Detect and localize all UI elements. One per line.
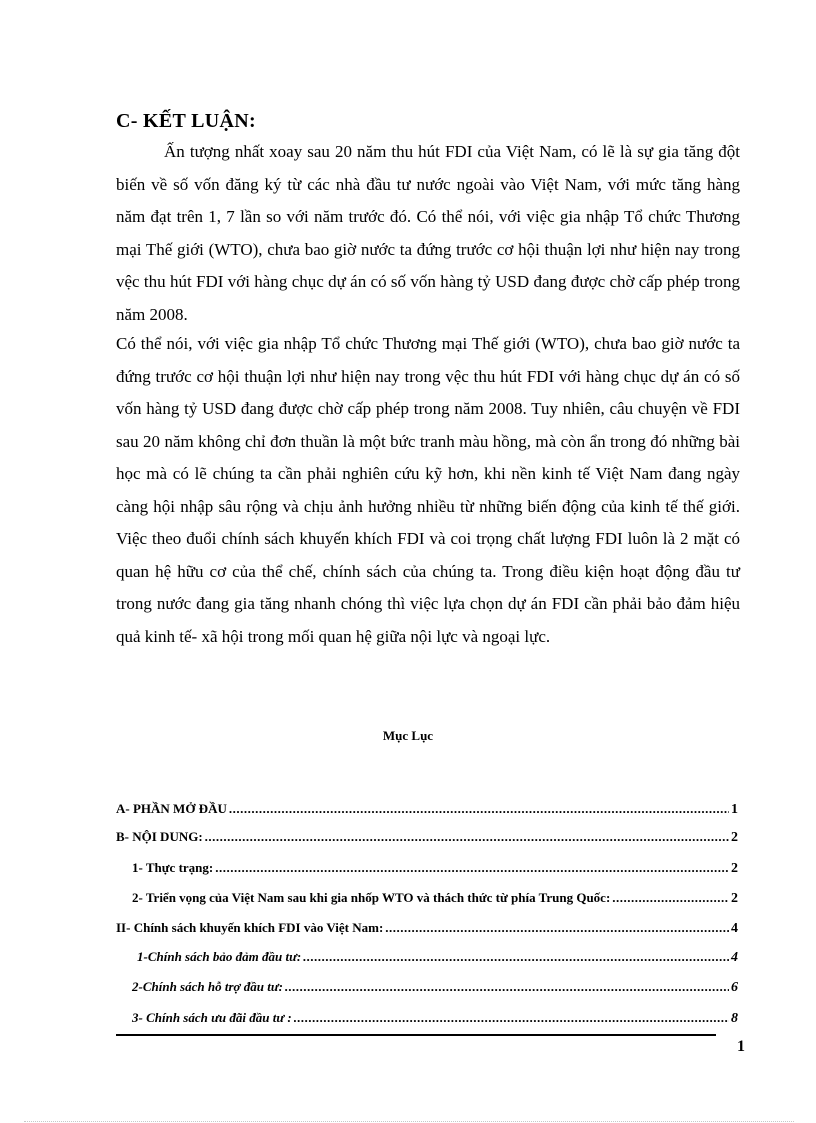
toc-entry-label: 2- Triển vọng của Việt Nam sau khi gia nhốp WTO và thách thức từ phía Trung Quốc: [132,890,611,905]
toc-entry-label: A- PHẦN MỞ ĐẦU [116,801,227,816]
toc-entry-label: 1-Chính sách bảo đảm đầu tư: [137,949,302,964]
toc-dot-leader [229,801,729,817]
toc-entry-label: 1- Thực trạng: [132,860,214,875]
page-bottom-border [24,1121,794,1122]
toc-entry-label: II- Chính sách khuyến khích FDI vào Việt Nam: [116,920,384,935]
toc-dot-leader [303,949,729,965]
toc-entry-page: 4 [731,921,738,936]
section-heading: C- KẾT LUẬN: [116,110,256,132]
toc-dot-leader [612,890,729,906]
toc-entry-guarantee-policy[interactable] [137,949,738,966]
conclusion-paragraph-2: Có thể nói, với việc gia nhập Tổ chức Thương mại Thế giới (WTO), chưa bao giờ nước ta đứng trước cơ hội thuận lợi như hiện nay trong vệc thu hút FDI với hàng chục dự án có số vốn hàng tỷ USD đang được chờ cấp phép trong năm 2008. Tuy nhiên, câu chuyện về FDI sau 20 năm không chỉ đơn thuần là một bức tranh màu hồng, mà còn ẩn trong đó những bài học mà có lẽ chúng ta cần phải nghiên cứu kỹ hơn, khi nền kinh tế Việt Nam đang ngày càng hội nhập sâu rộng và chịu ảnh hưởng nhiều từ những biến động của kinh tế thế giới. Việc theo đuổi chính sách khuyến khích FDI và coi trọng chất lượng FDI luôn là 2 mặt có quan hệ hữu cơ của thể chế, chính sách của chúng ta. Trong điều kiện hoạt động đầu tư trong nước đang gia tăng nhanh chóng thì việc lựa chọn dự án FDI cần phải bảo đảm hiệu quả kinh tế- xã hội trong mối quan hệ giữa nội lực và ngoại lực. [116,334,740,646]
footer-rule [116,1034,716,1036]
toc-dot-leader [285,979,729,995]
toc-title: Mục Lục [382,728,434,743]
toc-entry-page: 4 [731,950,738,965]
toc-entry-page: 2 [731,891,738,906]
toc-entry-page: 2 [731,861,738,876]
toc-entry-support-policy[interactable] [132,979,738,996]
toc-dot-leader [385,920,729,936]
conclusion-paragraph-1: Ấn tượng nhất xoay sau 20 năm thu hút FDI của Việt Nam, có lẽ là sự gia tăng đột biến về số vốn đăng ký từ các nhà đầu tư nước ngoài vào Việt Nam, với mức tăng hàng năm đạt trên 1, 7 lần so với năm trước đó. Có thể nói, với việc gia nhập Tổ chức Thương mại Thế giới (WTO), chưa bao giờ nước ta đứng trước cơ hội thuận lợi như hiện nay trong vệc thu hút FDI với hàng chục dự án có số vốn hàng tỷ USD đang được chờ cấp phép trong năm 2008. [116,142,740,324]
toc-entry-page: 6 [731,980,738,995]
toc-entry-label: 3- Chính sách ưu đãi đầu tư : [132,1010,292,1025]
toc-dot-leader [215,860,729,876]
toc-entry-fdi-policy[interactable] [116,920,738,937]
toc-entry-status[interactable] [132,860,738,877]
toc-entry-outlook[interactable] [132,890,738,907]
toc-entry-page: 8 [731,1011,738,1026]
toc-entry-label: 2-Chính sách hỗ trợ đầu tư: [132,979,283,994]
toc-entry-label: B- NỘI DUNG: [116,829,203,844]
toc-entry-intro[interactable] [116,801,738,818]
toc-entry-page: 2 [731,830,738,845]
page-number: 1 [737,1038,745,1055]
toc-dot-leader [294,1010,729,1026]
toc-entry-incentive-policy[interactable] [132,1010,738,1027]
toc-dot-leader [205,829,729,845]
toc-entry-content[interactable] [116,829,738,846]
toc-entry-page: 1 [731,802,738,817]
